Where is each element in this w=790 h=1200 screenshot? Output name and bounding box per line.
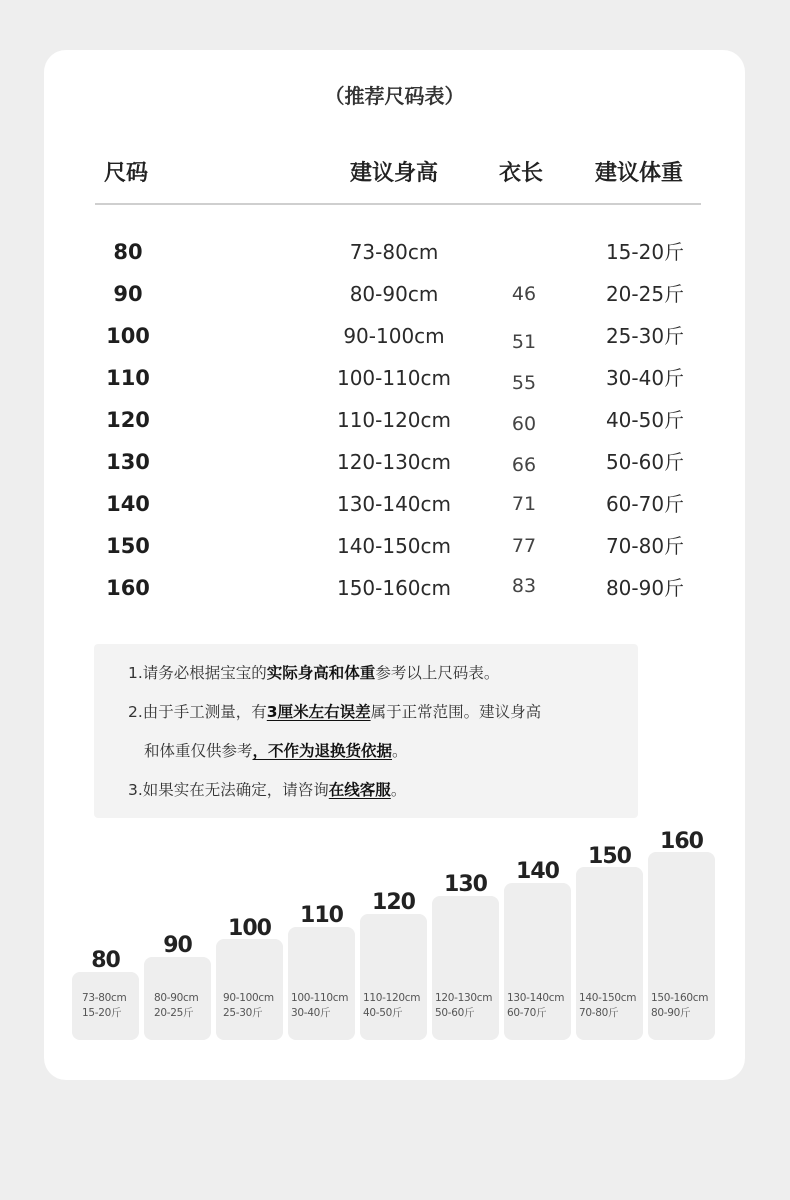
cell-weight: 20-25斤 — [605, 282, 685, 306]
header-weight: 建议体重 — [595, 161, 684, 186]
cell-height: 110-120cm — [336, 408, 452, 432]
bar-weight: 60-70斤 — [507, 1007, 547, 1019]
cell-length: 83 — [511, 575, 537, 597]
cell-size: 110 — [106, 366, 150, 390]
bar-size-label: 140 — [516, 859, 559, 884]
size-bar — [360, 914, 427, 1040]
cell-weight: 30-40斤 — [605, 366, 685, 390]
bar-weight: 25-30斤 — [223, 1007, 263, 1019]
cell-height: 140-150cm — [336, 534, 452, 558]
notes-box — [94, 644, 638, 818]
cell-size: 80 — [113, 240, 143, 264]
bar-height: 140-150cm — [579, 992, 637, 1004]
cell-length: 55 — [511, 372, 537, 394]
cell-weight: 70-80斤 — [605, 534, 685, 558]
cell-size: 140 — [106, 492, 150, 516]
bar-weight: 15-20斤 — [82, 1007, 122, 1019]
size-chart-card — [44, 50, 745, 1080]
bar-height: 150-160cm — [651, 992, 709, 1004]
table-row — [44, 399, 745, 441]
cell-weight: 40-50斤 — [605, 408, 685, 432]
cell-size: 150 — [106, 534, 150, 558]
cell-height: 80-90cm — [349, 282, 439, 306]
cell-height: 100-110cm — [336, 366, 452, 390]
cell-size: 100 — [106, 324, 150, 348]
table-row — [44, 441, 745, 483]
bar-size-label: 100 — [228, 916, 271, 941]
header-height: 建议身高 — [350, 161, 439, 186]
cell-length: 66 — [511, 454, 537, 476]
bar-weight: 40-50斤 — [363, 1007, 403, 1019]
note-1: 1.请务必根据宝宝的实际身高和体重参考以上尺码表。 — [128, 664, 500, 682]
cell-length: 77 — [511, 535, 537, 557]
bar-height: 90-100cm — [223, 992, 274, 1004]
table-row — [44, 273, 745, 315]
bar-weight: 30-40斤 — [291, 1007, 331, 1019]
bar-size-label: 130 — [444, 872, 487, 897]
note-3: 3.如果实在无法确定，请咨询在线客服。 — [128, 781, 407, 799]
cell-size: 130 — [106, 450, 150, 474]
cell-height: 73-80cm — [349, 240, 439, 264]
size-bar — [288, 927, 355, 1040]
bar-size-label: 90 — [163, 933, 192, 958]
cell-weight: 60-70斤 — [605, 492, 685, 516]
cell-height: 130-140cm — [336, 492, 452, 516]
note-2: 2.由于手工测量，有3厘米左右误差属于正常范围。建议身高 — [128, 703, 542, 721]
bar-size-label: 120 — [372, 890, 415, 915]
bar-size-label: 150 — [588, 844, 631, 869]
table-row — [44, 483, 745, 525]
bar-height: 73-80cm — [82, 992, 127, 1004]
bar-weight: 80-90斤 — [651, 1007, 691, 1019]
cell-weight: 80-90斤 — [605, 576, 685, 600]
page-title: （推荐尺码表） — [324, 84, 465, 108]
cell-size: 160 — [106, 576, 150, 600]
table-row — [44, 525, 745, 567]
note-emphasis: 在线客服 — [328, 781, 391, 799]
cell-length: 51 — [511, 331, 537, 353]
bar-height: 120-130cm — [435, 992, 493, 1004]
header-divider — [95, 203, 701, 205]
table-row — [44, 357, 745, 399]
bar-size-label: 80 — [91, 948, 120, 973]
cell-length: 60 — [511, 413, 537, 435]
bar-height: 80-90cm — [154, 992, 199, 1004]
cell-height: 150-160cm — [336, 576, 452, 600]
table-row — [44, 231, 745, 273]
note-2-continued: 和体重仅供参考，不作为退换货依据。 — [144, 742, 408, 760]
bar-height: 130-140cm — [507, 992, 565, 1004]
cell-size: 90 — [113, 282, 143, 306]
cell-length: 71 — [511, 493, 537, 515]
note-emphasis: 实际身高和体重 — [266, 664, 376, 682]
header-length: 衣长 — [499, 161, 544, 186]
size-bar — [216, 939, 283, 1040]
cell-weight: 15-20斤 — [605, 240, 685, 264]
note-emphasis: 3厘米左右误差 — [266, 703, 371, 721]
bar-weight: 50-60斤 — [435, 1007, 475, 1019]
bar-weight: 20-25斤 — [154, 1007, 194, 1019]
cell-height: 120-130cm — [336, 450, 452, 474]
cell-size: 120 — [106, 408, 150, 432]
header-size: 尺码 — [104, 161, 149, 186]
cell-height: 90-100cm — [343, 324, 445, 348]
table-row — [44, 315, 745, 357]
cell-weight: 25-30斤 — [605, 324, 685, 348]
bar-weight: 70-80斤 — [579, 1007, 619, 1019]
table-row — [44, 567, 745, 609]
bar-height: 100-110cm — [291, 992, 349, 1004]
cell-weight: 50-60斤 — [605, 450, 685, 474]
note-emphasis: ，不作为退换货依据 — [252, 742, 393, 760]
bar-height: 110-120cm — [363, 992, 421, 1004]
bar-size-label: 160 — [660, 829, 703, 854]
bar-size-label: 110 — [300, 903, 343, 928]
cell-length: 46 — [511, 283, 537, 305]
